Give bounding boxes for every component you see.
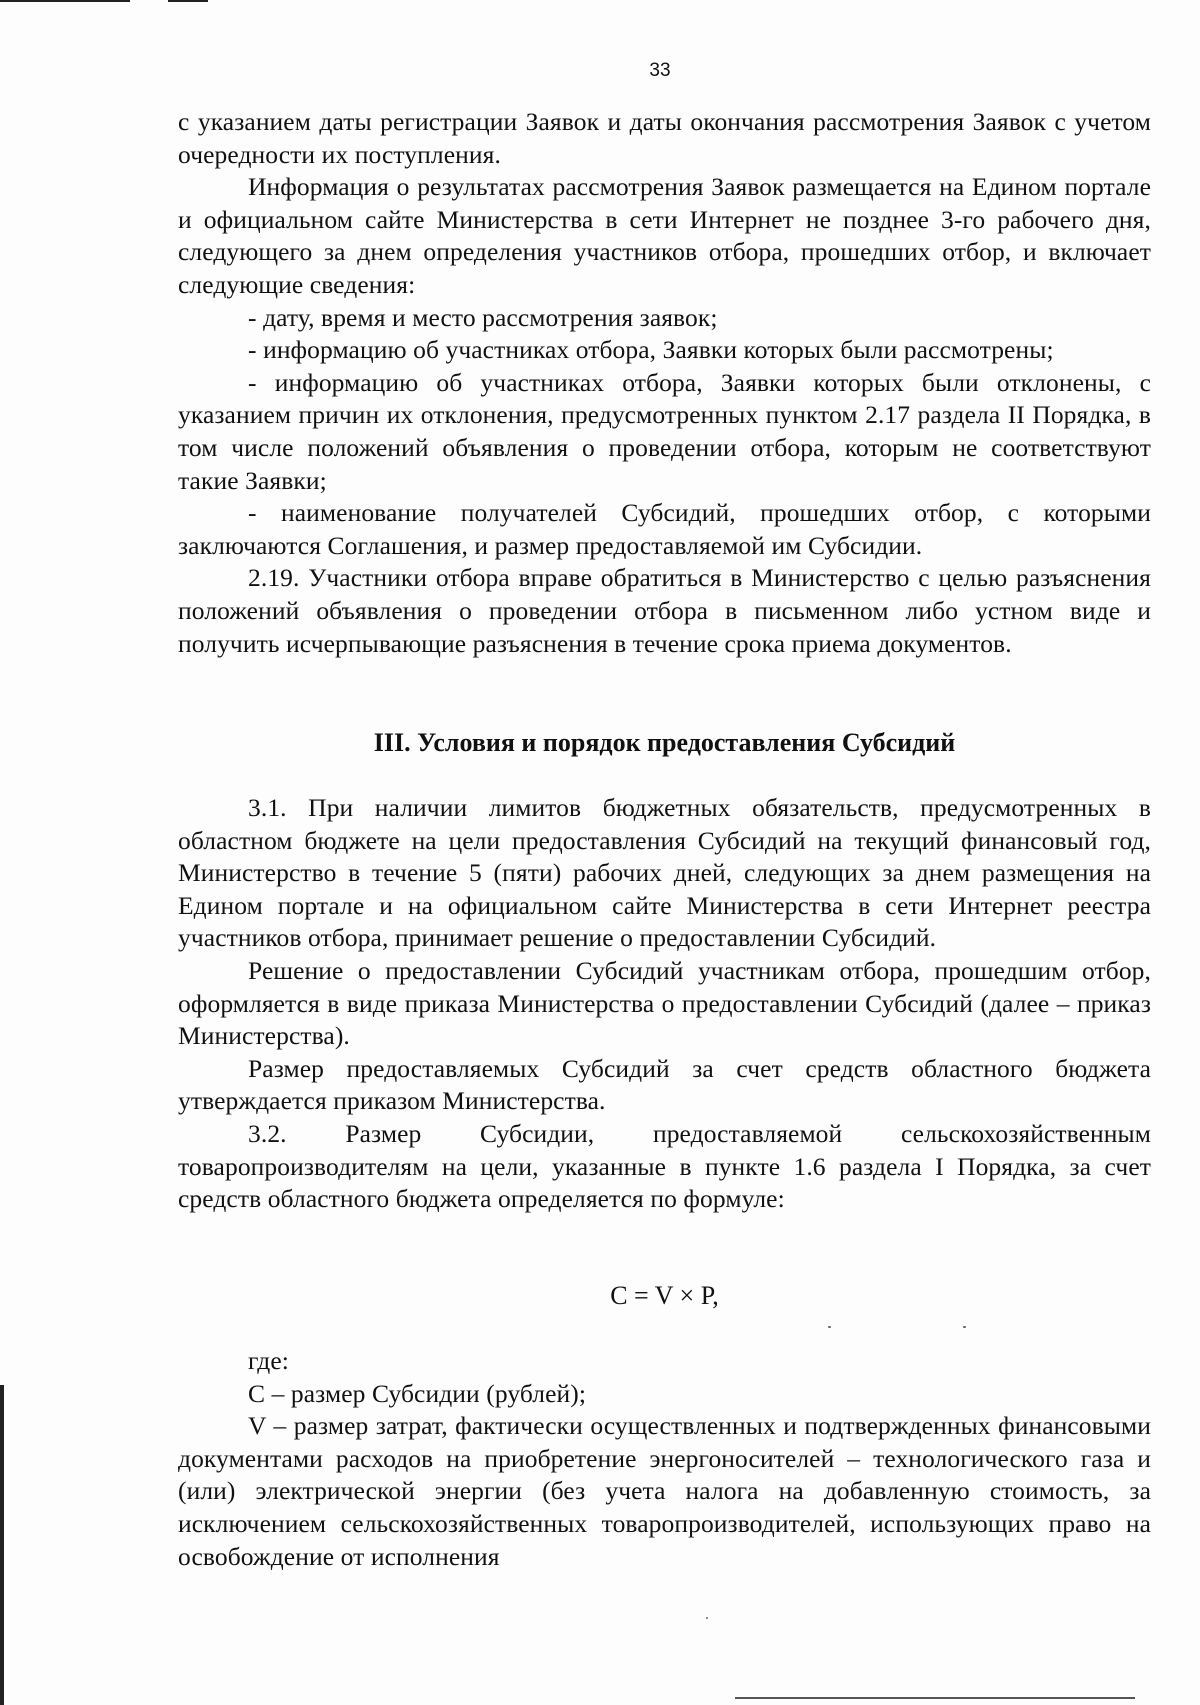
paragraph: с указанием даты регистрации Заявок и даты окончания рассмотрения Заявок с учетом очередности их поступления. — [178, 107, 1151, 169]
text-block-section3 — [178, 792, 1151, 1216]
section-heading: III. Условия и порядок предоставления Субсидий — [373, 728, 956, 757]
paragraph: где: — [248, 1346, 289, 1375]
list-item: - информацию об участниках отбора, Заявки которых были отклонены, с указанием причин их отклонения, предусмотренных пунктом 2.17 раздела II Порядка, в том числе положений объявления о проведении отбора, которым не соответствуют такие Заявки; — [178, 367, 1151, 495]
paragraph: 2.19. Участники отбора вправе обратиться в Министерство с целью разъяснения положений объявления о проведении отбора в письменном либо устном виде и получить исчерпывающие разъяснения в течение срока приема документов. — [178, 563, 1151, 658]
text-block-definitions — [178, 1345, 1151, 1573]
scan-edge-bottom — [735, 1697, 1135, 1699]
paragraph: C – размер Субсидии (рублей); — [248, 1378, 587, 1408]
paragraph: Размер предоставляемых Субсидий за счет средств областного бюджета утверждается приказом Министерства. — [178, 1053, 1151, 1116]
scan-speck — [828, 1326, 831, 1328]
scan-edge-top-mid — [168, 0, 208, 2]
page-number: 33 — [649, 60, 671, 81]
scan-edge-left — [0, 1385, 4, 1705]
scan-speck — [963, 1326, 966, 1328]
paragraph: 3.2. Размер Субсидии, предоставляемой сельскохозяйственным товаропроизводителям на цели, указанные в пункте 1.6 раздела I Порядка, за счет средств областного бюджета определяется по формуле: — [178, 1118, 1151, 1214]
paragraph: Решение о предоставлении Субсидий участникам отбора, прошедшим отбор, оформляется в виде приказа Министерства о предоставлении Субсидий (далее – приказ Министерства). — [178, 955, 1151, 1051]
formula: C = V × P, — [610, 1281, 719, 1310]
list-item: - информацию об участниках отбора, Заявки которых были рассмотрены; — [248, 335, 1054, 365]
list-item: - дату, время и место рассмотрения заявок; — [248, 302, 718, 332]
text-block-intro — [178, 106, 1151, 660]
paragraph: Информация о результатах рассмотрения Заявок размещается на Едином портале и официальном сайте Министерства в сети Интернет не позднее 3-го рабочего дня, следующего за днем определения участников отбора, прошедших отбор, и включает следующие сведения: — [178, 172, 1151, 299]
scan-speck — [706, 1617, 708, 1619]
list-item: - наименование получателей Субсидий, прошедших отбор, с которыми заключаются Соглашения, и размер предоставляемой им Субсидии. — [178, 498, 1151, 560]
paragraph: V – размер затрат, фактически осуществленных и подтвержденных финансовыми документами расходов на приобретение энергоносителей – технологического газа и (или) электрической энергии (без учета налога на добавленную стоимость, за исключением сельскохозяйственных товаропроизводителей, использующих право на освобождение от исполнения — [178, 1411, 1151, 1571]
paragraph: 3.1. При наличии лимитов бюджетных обязательств, предусмотренных в областном бюджете на цели предоставления Субсидий на текущий финансовый год, Министерство в течение 5 (пяти) рабочих дней, следующих за днем размещения на Едином портале и на официальном сайте Министерства в сети Интернет реестра участников отбора, принимает решение о предоставлении Субсидий. — [178, 793, 1151, 953]
scan-edge-top-left — [0, 0, 130, 2]
